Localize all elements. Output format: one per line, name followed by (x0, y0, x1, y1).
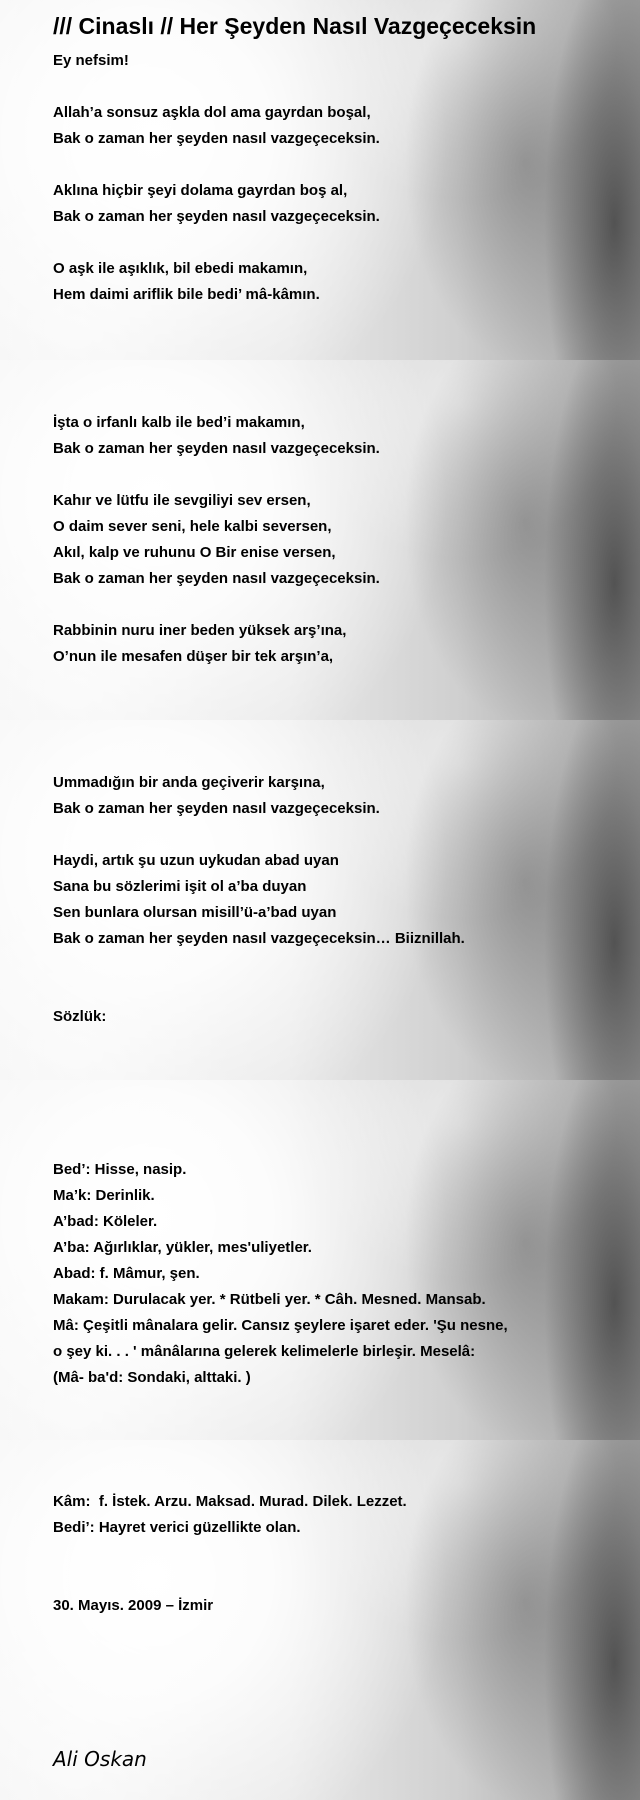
poem-panel-1 (0, 0, 640, 360)
poem-panel-5 (0, 1440, 640, 1800)
poem-stanzas-1: Ey nefsim! Allah’a sonsuz aşkla dol ama gayrdan boşal, Bak o zaman her şeyden nasıl vazgeçeceksin. Aklına hiçbir şeyi dolama gayrdan boş al, Bak o zaman her şeyden nasıl vazgeçeceksin. O aşk ile aşıklık, bil ebedi makamın, Hem daimi ariflik bile bedi’ mâ-kâmın. (53, 52, 380, 303)
poem-stanzas-3: Ummadığın bir anda geçiverir karşına, Bak o zaman her şeyden nasıl vazgeçeceksin. Haydi, artık şu uzun uykudan abad uyan Sana bu sözlerimi işit ol a’ba duyan Sen bunlara olursan misill’ü-a’bad uyan Bak o zaman her şeyden nasıl vazgeçeceksin… Biiznillah. Sözlük: (53, 774, 465, 1025)
poem-title: /// Cinaslı // Her Şeyden Nasıl Vazgeçeceksin (53, 13, 537, 39)
glossary-entries-2: Kâm: f. İstek. Arzu. Maksad. Murad. Dilek. Lezzet. Bedi’: Hayret verici güzellikte olan. 30. Mayıs. 2009 – İzmir (53, 1493, 407, 1614)
poem-panel-3 (0, 720, 640, 1080)
poem-panel-4 (0, 1080, 640, 1440)
glossary-entries-1: Bed’: Hisse, nasip. Ma’k: Derinlik. A’bad: Köleler. A’ba: Ağırlıklar, yükler, mes'uliyetler. Abad: f. Mâmur, şen. Makam: Durulacak yer. * Rütbeli yer. * Câh. Mesned. Mansab. Mâ: Çeşitli mânalara gelir. Cansız şeylere işaret eder. 'Şu nesne, o şey ki. . . ' mânâlarına gelerek kelimelerle birleşir. Meselâ: (Mâ- ba'd: Sondaki, alttaki. ) (53, 1161, 508, 1386)
author-signature: Ali Oskan (53, 1747, 147, 1771)
poem-panel-2 (0, 360, 640, 720)
poem-stanzas-2: İşta o irfanlı kalb ile bed’i makamın, Bak o zaman her şeyden nasıl vazgeçeceksin. Kahır ve lütfu ile sevgiliyi sev ersen, O daim sever seni, hele kalbi seversen, Akıl, kalp ve ruhunu O Bir enise versen, Bak o zaman her şeyden nasıl vazgeçeceksin. Rabbinin nuru iner beden yüksek arş’ına, O’nun ile mesafen düşer bir tek arşın’a, (53, 414, 380, 665)
